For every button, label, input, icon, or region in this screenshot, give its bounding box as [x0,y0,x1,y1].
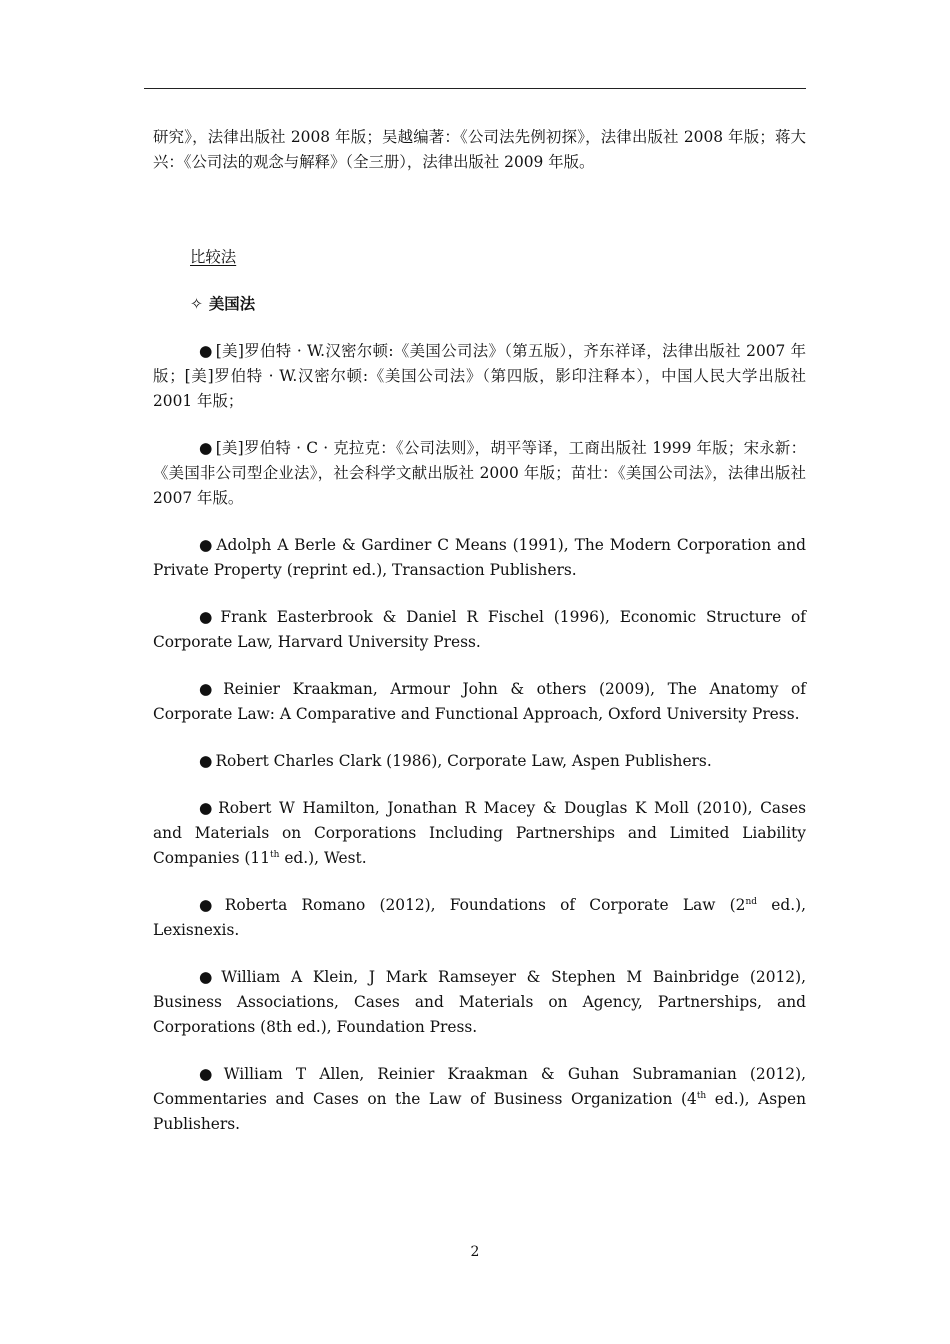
reference-text-end: ed.), Aspen Publishers. [153,1090,807,1133]
reference-text: Adolph A Berle & Gardiner C Means (1991), The Modern Corporation and Private Property (reprint ed.), Transaction Publishers. [153,536,806,579]
reference-text: Reinier Kraakman, Armour John & others (2009), The Anatomy of Corporate Law: A Comparative and Functional Approach, Oxford University Press. [153,680,806,723]
reference-text: [美]罗伯特 · C · 克拉克：《公司法则》，胡平等译，工商出版社 1999 年版；宋永新：《美国非公司型企业法》，社会科学文献出版社 2000 年版；苗壮：《美国公司法》，法律出版社 2007 年版。 [153,439,806,507]
bullet-icon: ● [199,968,219,986]
bullet-icon: ● [199,752,213,770]
section-title: 比较法 [190,248,237,266]
reference-entry [153,677,806,727]
reference-text: William T Allen, Reinier Kraakman & Guhan Subramanian (2012), Commentaries and Cases on the Law of Business Organization (4 [153,1065,806,1108]
reference-entry [153,893,806,943]
reference-text-end: ed.), West. [279,849,367,867]
superscript: nd [745,897,758,907]
bullet-icon: ● [199,1065,221,1083]
reference-entry [153,1062,806,1137]
header-rule [144,88,806,89]
superscript: th [270,850,280,860]
diamond-icon: ✧ [190,295,203,313]
reference-text-end: ed.), Lexisnexis. [153,896,806,939]
reference-text: William A Klein, J Mark Ramseyer & Stephen M Bainbridge (2012), Business Associations, Cases and Materials on Agency, Partnerships, and Corporations (8th ed.), Foundation Press. [153,968,806,1036]
reference-text: Robert Charles Clark (1986), Corporate Law, Aspen Publishers. [215,752,712,770]
reference-text: Roberta Romano (2012), Foundations of Corporate Law (2 [224,896,746,914]
reference-entry [153,965,806,1040]
bullet-icon: ● [199,896,222,914]
bullet-icon: ● [199,439,213,457]
reference-entry [153,796,806,871]
reference-entry [153,749,806,774]
reference-text: [美]罗伯特 · W.汉密尔顿:《美国公司法》（第五版），齐东祥译，法律出版社 2007 年版；[美]罗伯特 · W.汉密尔顿:《美国公司法》（第四版，影印注释本），中国人民大学出版社 2001 年版； [153,342,806,410]
page-number: 2 [470,1244,480,1260]
reference-entry [153,339,806,414]
reference-entry [153,533,806,583]
reference-text: Frank Easterbrook & Daniel R Fischel (1996), Economic Structure of Corporate Law, Harvard University Press. [153,608,806,651]
subsection-title [190,292,806,317]
bullet-icon: ● [199,680,221,698]
continuation-paragraph: 研究》，法律出版社 2008 年版；吴越编著：《公司法先例初探》，法律出版社 2008 年版；蒋大兴：《公司法的观念与解释》（全三册），法律出版社 2009 年版。 [153,128,806,171]
bullet-icon: ● [199,608,218,626]
bullet-icon: ● [199,342,213,360]
reference-text: Robert W Hamilton, Jonathan R Macey & Douglas K Moll (2010), Cases and Materials on Corporations Including Partnerships and Limited Liability Companies (11 [153,799,806,867]
page-content [153,125,806,1159]
bullet-icon: ● [199,536,214,554]
superscript: th [696,1091,707,1101]
reference-entry [153,436,806,511]
bullet-icon: ● [199,799,216,817]
reference-entry [153,605,806,655]
subsection-title-text: 美国法 [208,295,256,313]
